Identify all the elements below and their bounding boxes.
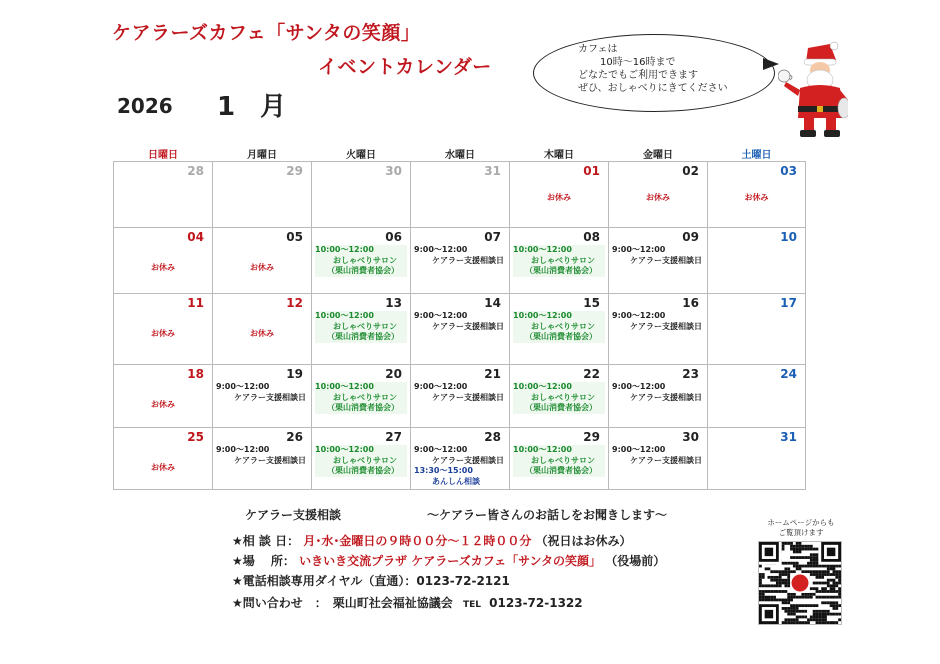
event-block [513, 445, 605, 477]
event-block [216, 445, 308, 466]
event-block [612, 245, 704, 266]
info-place-note: （役場前） [605, 554, 666, 568]
event-block [414, 311, 506, 332]
speech-bubble-tail [763, 58, 779, 70]
event-time: 9:00～12:00 [612, 382, 666, 391]
day-cell [312, 228, 411, 294]
event-name: おしゃべりサロン [513, 456, 605, 467]
event-time: 9:00～12:00 [612, 445, 666, 454]
closed-label: お休み [547, 193, 571, 202]
day-number: 13 [385, 296, 402, 310]
event-organizer: （栗山消費者協会） [315, 403, 407, 414]
day-number: 05 [286, 230, 303, 244]
info-tel-label: TEL [462, 600, 481, 610]
weekday-tuesday: 火曜日 [346, 150, 376, 161]
weekday-sunday: 日曜日 [148, 150, 178, 161]
info-contact-label: ★問い合わせ ： 栗山町社会福祉協議会 [232, 596, 453, 610]
event-name: ケアラー支援相談日 [630, 321, 702, 331]
day-number: 14 [484, 296, 501, 310]
event-block [612, 382, 704, 403]
speech-bubble-text [578, 43, 728, 95]
event-block [315, 382, 407, 414]
info-date-value: 月･水･金曜日の９時００分～１２時００分 [303, 534, 532, 548]
day-number: 21 [484, 367, 501, 381]
day-cell [411, 428, 510, 490]
event-name: おしゃべりサロン [315, 256, 407, 267]
day-cell [213, 228, 312, 294]
day-number: 08 [583, 230, 600, 244]
event-name: おしゃべりサロン [315, 456, 407, 467]
event-time: 9:00～12:00 [612, 245, 666, 254]
day-cell [213, 428, 312, 490]
bubble-line: カフェは [578, 44, 618, 55]
event-block [513, 382, 605, 414]
event-time: 9:00～12:00 [216, 445, 270, 454]
event-time: 9:00～12:00 [216, 382, 270, 391]
weekday-wednesday: 水曜日 [445, 150, 475, 161]
day-number: 06 [385, 230, 402, 244]
event-block [414, 382, 506, 403]
day-number: 19 [286, 367, 303, 381]
event-time: 9:00～12:00 [414, 382, 468, 391]
event-organizer: （栗山消費者協会） [513, 466, 605, 477]
day-number: 01 [583, 164, 600, 178]
day-cell [411, 162, 510, 228]
day-number: 12 [286, 296, 303, 310]
event-organizer: （栗山消費者協会） [513, 332, 605, 343]
weekday-friday: 金曜日 [643, 150, 673, 161]
qr-caption-line: ご覧頂けます [778, 528, 824, 537]
day-number: 30 [385, 164, 402, 178]
event-name: おしゃべりサロン [513, 393, 605, 404]
info-place-value: いきいき交流プラザ ケアラーズカフェ「サンタの笑顔」 [299, 554, 602, 568]
info-tel-value: 0123-72-1322 [489, 596, 583, 610]
calendar-grid [113, 146, 806, 490]
day-number: 23 [682, 367, 699, 381]
santa-illustration [778, 40, 848, 140]
day-number: 30 [682, 430, 699, 444]
day-number: 29 [286, 164, 303, 178]
day-cell [312, 294, 411, 365]
event-name: ケアラー支援相談日 [234, 455, 306, 465]
day-cell [510, 294, 609, 365]
day-cell [708, 365, 806, 428]
closed-label: お休み [744, 193, 769, 202]
day-number: 28 [484, 430, 501, 444]
event-time: 10:00～12:00 [315, 382, 407, 393]
event-time: 10:00～12:00 [513, 245, 605, 256]
event-time: 10:00～12:00 [513, 445, 605, 456]
event-time: 10:00～12:00 [315, 245, 407, 256]
day-cell [213, 294, 312, 365]
day-cell [708, 228, 806, 294]
event-time: 9:00～12:00 [414, 445, 468, 454]
event-block [612, 311, 704, 332]
day-cell [609, 428, 708, 490]
info-place-label: ★場 所： [232, 554, 295, 568]
day-number: 16 [682, 296, 699, 310]
day-cell [609, 294, 708, 365]
event-time: 9:00～12:00 [414, 245, 468, 254]
day-number: 04 [187, 230, 204, 244]
info-phone-row: ★電話相談専用ダイヤル（直通）：0123-72-2121 [232, 574, 510, 588]
bubble-line: ぜひ、おしゃべりにきてください [578, 83, 728, 94]
event-time: 9:00～12:00 [414, 311, 468, 320]
day-cell [114, 162, 213, 228]
qr-caption-line: ホームページからも [767, 518, 835, 527]
closed-label: お休み [151, 400, 175, 409]
info-heading-sub: ～ケアラー皆さんのお話しをお聞きします～ [427, 508, 668, 522]
event-block [414, 445, 506, 487]
event-block [414, 245, 506, 266]
event-block [315, 311, 407, 343]
day-cell [213, 365, 312, 428]
day-cell [213, 162, 312, 228]
day-number: 15 [583, 296, 600, 310]
day-number: 25 [187, 430, 204, 444]
event-organizer: （栗山消費者協会） [315, 466, 407, 477]
day-number: 17 [780, 296, 797, 310]
event-name: ケアラー支援相談日 [630, 255, 702, 265]
qr-caption [756, 518, 846, 538]
day-cell [312, 428, 411, 490]
event-name: おしゃべりサロン [513, 256, 605, 267]
weekday-monday: 月曜日 [247, 150, 277, 161]
event-organizer: （栗山消費者協会） [513, 403, 605, 414]
info-heading: ケアラー支援相談 [245, 508, 342, 522]
info-contact-row [232, 594, 583, 611]
day-number: 29 [583, 430, 600, 444]
event-name: おしゃべりサロン [315, 393, 407, 404]
day-cell [510, 228, 609, 294]
day-cell [312, 162, 411, 228]
day-cell [708, 162, 806, 228]
closed-label: お休み [250, 263, 274, 272]
event-time: 10:00～12:00 [513, 382, 605, 393]
event-name: あんしん相談 [432, 476, 480, 486]
day-number: 02 [682, 164, 699, 178]
event-time: 10:00～12:00 [315, 445, 407, 456]
day-cell [609, 228, 708, 294]
day-number: 09 [682, 230, 699, 244]
bubble-line: 10時～16時まで [600, 57, 676, 68]
closed-label: お休み [151, 329, 175, 338]
closed-label: お休み [151, 463, 175, 472]
day-cell [411, 365, 510, 428]
day-number: 31 [780, 430, 797, 444]
info-date-row [232, 532, 632, 549]
day-cell [510, 365, 609, 428]
day-cell [312, 365, 411, 428]
day-number: 11 [187, 296, 204, 310]
day-cell [411, 294, 510, 365]
year-label: 2026 [117, 94, 173, 118]
bubble-line: どなたでもご利用できます [578, 70, 698, 81]
qr-code[interactable] [758, 541, 842, 625]
event-block [315, 445, 407, 477]
day-number: 10 [780, 230, 797, 244]
day-number: 07 [484, 230, 501, 244]
event-organizer: （栗山消費者協会） [315, 266, 407, 277]
day-cell [114, 365, 213, 428]
day-number: 31 [484, 164, 501, 178]
event-name: ケアラー支援相談日 [432, 255, 504, 265]
day-cell [510, 162, 609, 228]
closed-label: お休み [151, 263, 175, 272]
page-title: ケアラーズカフェ「サンタの笑顔」 [112, 22, 421, 44]
event-time: 9:00～12:00 [612, 311, 666, 320]
day-cell [114, 294, 213, 365]
day-number: 26 [286, 430, 303, 444]
event-name: ケアラー支援相談日 [630, 455, 702, 465]
day-cell [411, 228, 510, 294]
event-name: ケアラー支援相談日 [234, 392, 306, 402]
info-date-label: ★相 談 日： [232, 534, 300, 548]
day-cell [708, 428, 806, 490]
event-time: 10:00～12:00 [513, 311, 605, 322]
day-number: 27 [385, 430, 402, 444]
event-name: ケアラー支援相談日 [432, 392, 504, 402]
event-block [612, 445, 704, 466]
event-name: おしゃべりサロン [315, 322, 407, 333]
day-cell [114, 228, 213, 294]
day-number: 28 [187, 164, 204, 178]
day-number: 22 [583, 367, 600, 381]
day-number: 20 [385, 367, 402, 381]
month-label: 1 月 [217, 92, 295, 122]
weekday-thursday: 木曜日 [544, 150, 574, 161]
event-time: 10:00～12:00 [315, 311, 407, 322]
event-block [216, 382, 308, 403]
day-number: 24 [780, 367, 797, 381]
event-time: 13:30～15:00 [414, 466, 473, 475]
day-cell [609, 365, 708, 428]
day-cell [510, 428, 609, 490]
event-block [315, 245, 407, 277]
closed-label: お休み [250, 329, 274, 338]
weekday-saturday: 土曜日 [741, 150, 772, 161]
info-place-row [232, 552, 665, 569]
closed-label: お休み [646, 193, 670, 202]
event-organizer: （栗山消費者協会） [513, 266, 605, 277]
day-number: 03 [780, 164, 797, 178]
page-subtitle: イベントカレンダー [318, 56, 492, 78]
day-number: 18 [187, 367, 204, 381]
event-name: ケアラー支援相談日 [432, 455, 504, 465]
event-block [513, 311, 605, 343]
event-block [513, 245, 605, 277]
event-name: おしゃべりサロン [513, 322, 605, 333]
day-cell [708, 294, 806, 365]
day-cell [609, 162, 708, 228]
info-date-note: （祝日はお休み） [535, 534, 632, 548]
event-organizer: （栗山消費者協会） [315, 332, 407, 343]
event-name: ケアラー支援相談日 [630, 392, 702, 402]
day-cell [114, 428, 213, 490]
event-name: ケアラー支援相談日 [432, 321, 504, 331]
